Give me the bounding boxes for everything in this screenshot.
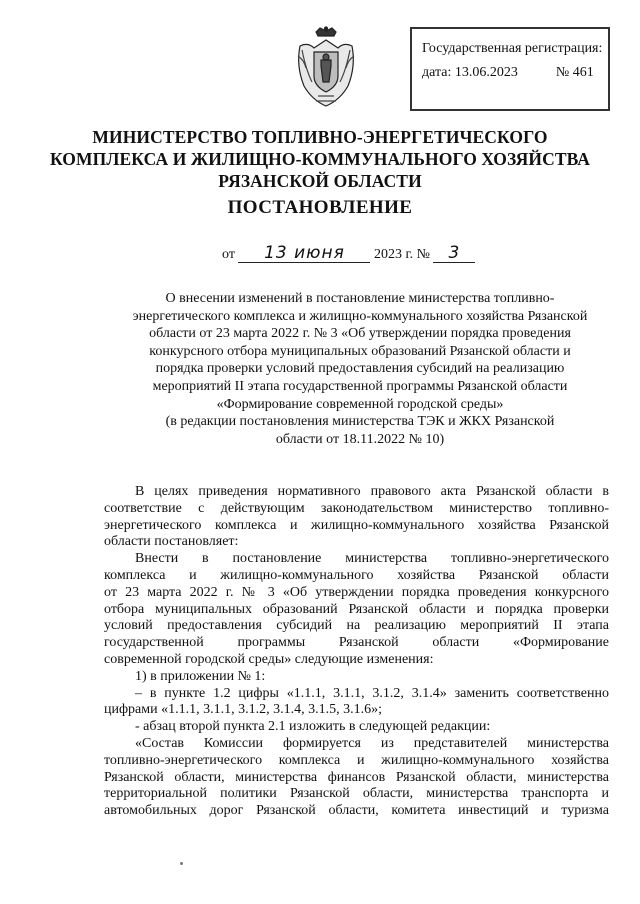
ministry-line: КОМПЛЕКСА И ЖИЛИЩНО-КОММУНАЛЬНОГО ХОЗЯЙСТВА xyxy=(49,149,591,169)
body-line: от 23 марта 2022 г. № 3 «Об утверждении порядка проведения конкурсного xyxy=(104,584,609,600)
body-line: области постановляет: xyxy=(104,534,239,550)
subject-line: «Формирование современной городской среды» xyxy=(216,396,504,412)
body-line: топливно-энергетического комплекса и жилищно-коммунального хозяйства xyxy=(104,752,609,768)
registration-number: № 461 xyxy=(555,65,594,80)
ministry-name xyxy=(40,126,600,192)
subject-line: области от 18.11.2022 № 10) xyxy=(275,431,445,447)
body-line: автомобильных дорог Рязанской области, комитета инвестиций и туризма xyxy=(104,803,609,819)
document-body xyxy=(104,484,609,820)
body-line: - абзац второй пункта 2.1 изложить в следующей редакции: xyxy=(135,719,491,735)
registration-stamp xyxy=(410,27,610,111)
coat-of-arms-icon xyxy=(294,26,358,110)
body-line: «Состав Комиссии формируется из представителей министерства xyxy=(135,735,609,751)
subject-line: (в редакции постановления министерства ТЭК и ЖКХ Рязанской xyxy=(165,414,555,430)
body-line: Внести в постановление министерства топливно-энергетического xyxy=(135,551,609,567)
body-line: – в пункте 1.2 цифры «1.1.1, 3.1.1, 3.1.2, 3.1.4» заменить соответственно xyxy=(135,685,609,701)
ministry-line: РЯЗАНСКОЙ ОБЛАСТИ xyxy=(218,171,422,191)
registration-label: Государственная регистрация: xyxy=(422,41,603,56)
handwritten-date: 13 июня xyxy=(238,244,370,263)
date-prefix: от xyxy=(222,247,235,262)
body-line: энергетического комплекса и жилищно-коммунального хозяйства Рязанской xyxy=(104,517,609,533)
body-line: соответствие с действующим законодательством министерство топливно- xyxy=(104,500,609,516)
body-line: государственной программы Рязанской области «Формирование xyxy=(104,635,609,651)
subject-line: порядка проверки условий предоставления субсидий на реализацию xyxy=(155,361,565,377)
handwritten-number: 3 xyxy=(433,244,475,263)
subject-line: О внесении изменений в постановление министерства топливно- xyxy=(165,291,555,306)
subject-line: энергетического комплекса и жилищно-коммунального хозяйства Рязанской xyxy=(132,308,588,324)
body-line: современной городской среды» следующие изменения: xyxy=(104,651,434,667)
body-line: территориальной политики Рязанской области, министерства транспорта и xyxy=(104,786,609,802)
document-subject xyxy=(100,290,620,448)
document-type: ПОСТАНОВЛЕНИЕ xyxy=(227,197,413,218)
registration-date: дата: 13.06.2023 xyxy=(422,65,518,80)
scan-speck xyxy=(180,862,183,865)
body-line: отбора муниципальных образований Рязанской области и порядка проверки xyxy=(104,601,609,617)
document-date-line xyxy=(222,244,475,263)
date-year-label: 2023 г. № xyxy=(373,247,430,262)
body-line: Рязанской области, министерства финансов Рязанской области, министерства xyxy=(104,769,609,785)
body-line: 1) в приложении № 1: xyxy=(135,668,266,684)
body-line: В целях приведения нормативного правового акта Рязанской области в xyxy=(135,484,609,499)
body-line: цифрами «1.1.1, 3.1.1, 3.1.2, 3.1.4, 3.1.5, 3.1.6»; xyxy=(104,702,383,718)
ministry-line: МИНИСТЕРСТВО ТОПЛИВНО-ЭНЕРГЕТИЧЕСКОГО xyxy=(92,127,548,147)
subject-line: области от 23 марта 2022 г. № 3 «Об утверждении порядка проведения xyxy=(149,326,571,342)
subject-line: мероприятий II этапа государственной программы Рязанской области xyxy=(152,378,568,394)
subject-line: конкурсного отбора муниципальных образований Рязанской области и xyxy=(149,343,571,359)
body-line: комплекса и жилищно-коммунального хозяйства Рязанской области xyxy=(104,567,609,583)
body-line: условий предоставления субсидий на реализацию мероприятий II этапа xyxy=(104,618,609,634)
